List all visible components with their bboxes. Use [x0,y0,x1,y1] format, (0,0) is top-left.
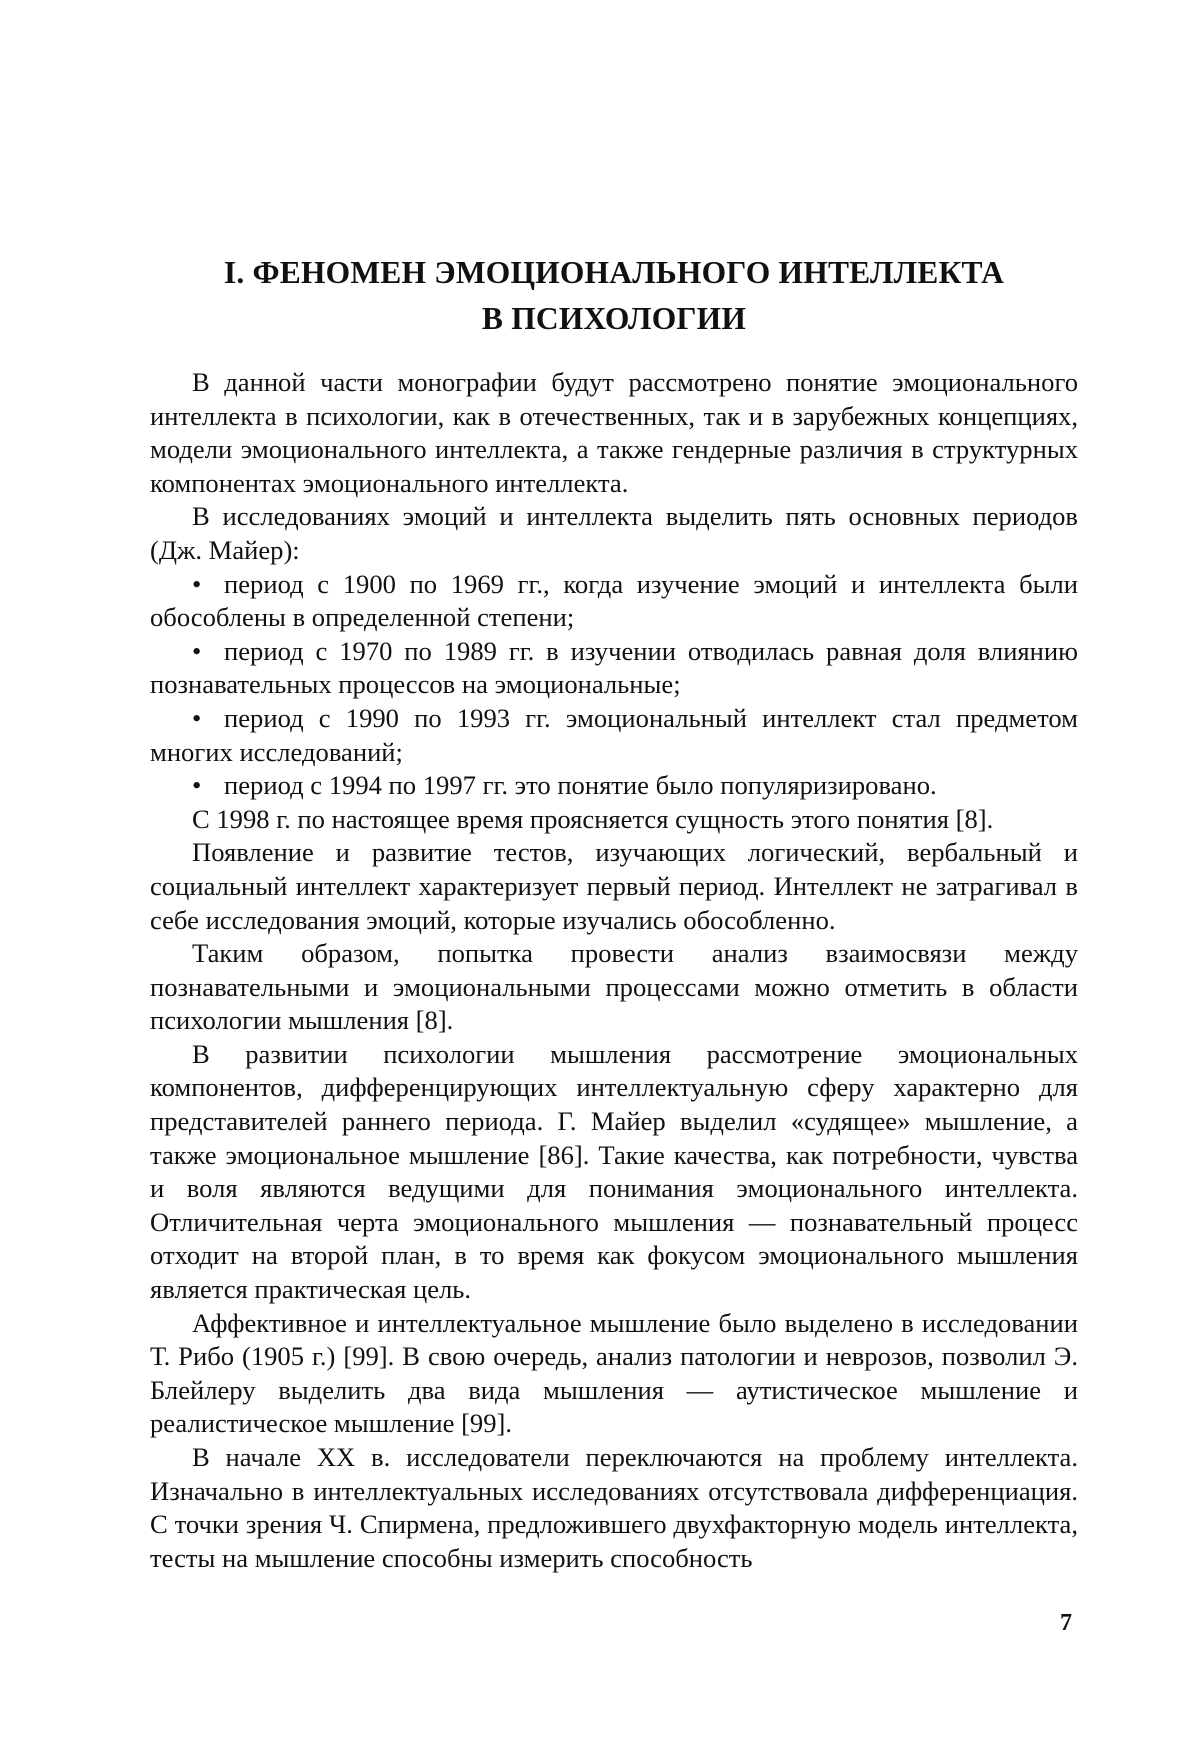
paragraph: Аффективное и интеллектуальное мышление было выделено в исследовании Т. Рибо (1905 г.) [99]. В свою очередь, анализ патологии и неврозов, позволил Э. Блейлеру выделить два вида мышления — аутистическое мышление и реалистическое мышление [99]. [150,1307,1078,1439]
list-item [150,635,1078,702]
bullet-icon: • [192,770,202,801]
list-item-text: период с 1900 по 1969 гг., когда изучение эмоций и интеллекта были обособлены в определенной степени; [150,568,1078,633]
paragraph: В данной части монографии будут рассмотрено понятие эмоционального интеллекта в психологии, как в отечественных, так и в зарубежных концепциях, модели эмоционального интеллекта, а также гендерные различия в структурных компонентах эмоционального интеллекта. [150,367,1078,498]
bullet-icon: • [192,635,202,666]
paragraph: С 1998 г. по настоящее время проясняется сущность этого понятия [8]. [192,803,994,834]
paragraph: В исследованиях эмоций и интеллекта выделить пять основных периодов (Дж. Майер): [150,501,1078,565]
list-item [150,769,1078,803]
bullet-icon: • [192,568,202,599]
list-item-text: период с 1990 по 1993 гг. эмоциональный интеллект стал предметом многих исследований; [150,702,1078,767]
paragraph: Таким образом, попытка провести анализ взаимосвязи между познавательными и эмоциональными процессами можно отметить в области психологии мышления [8]. [150,938,1078,1036]
list-item-text: период с 1994 по 1997 гг. это понятие было популяризировано. [224,770,937,801]
chapter-heading-line-2: В ПСИХОЛОГИИ [481,301,747,336]
page-number: 7 [1060,1610,1072,1636]
chapter-heading-line-1: I. ФЕНОМЕН ЭМОЦИОНАЛЬНОГО ИНТЕЛЛЕКТА [223,255,1005,290]
chapter-heading [150,250,1078,342]
body-text [150,366,1078,1575]
paragraph: В развитии психологии мышления рассмотрение эмоциональных компонентов, дифференцирующих интеллектуальную сферу характерно для представителей раннего периода. Г. Майер выделил «судящее» мышление, а также эмоциональное мышление [86]. Такие качества, как потребности, чувства и воля являются ведущими для понимания эмоционального интеллекта. Отличительная черта эмоционального мышления — познавательный процесс отходит на второй план, в то время как фокусом эмоционального мышления является практическая цель. [150,1038,1078,1305]
paragraph: Появление и развитие тестов, изучающих логический, вербальный и социальный интеллект характеризует первый период. Интеллект не затрагивал в себе исследования эмоций, которые изучались обособленно. [150,837,1078,935]
list-item-text: период с 1970 по 1989 гг. в изучении отводилась равная доля влиянию познавательных процессов на эмоциональные; [150,635,1078,700]
list-item [150,702,1078,769]
book-page [150,0,1078,1739]
bullet-icon: • [192,702,202,733]
paragraph: В начале XX в. исследователи переключаются на проблему интеллекта. Изначально в интеллектуальных исследованиях отсутствовала дифференциация. С точки зрения Ч. Спирмена, предложившего двухфакторную модель интеллекта, тесты на мышление способны измерить способность [150,1442,1078,1573]
list-item [150,568,1078,635]
